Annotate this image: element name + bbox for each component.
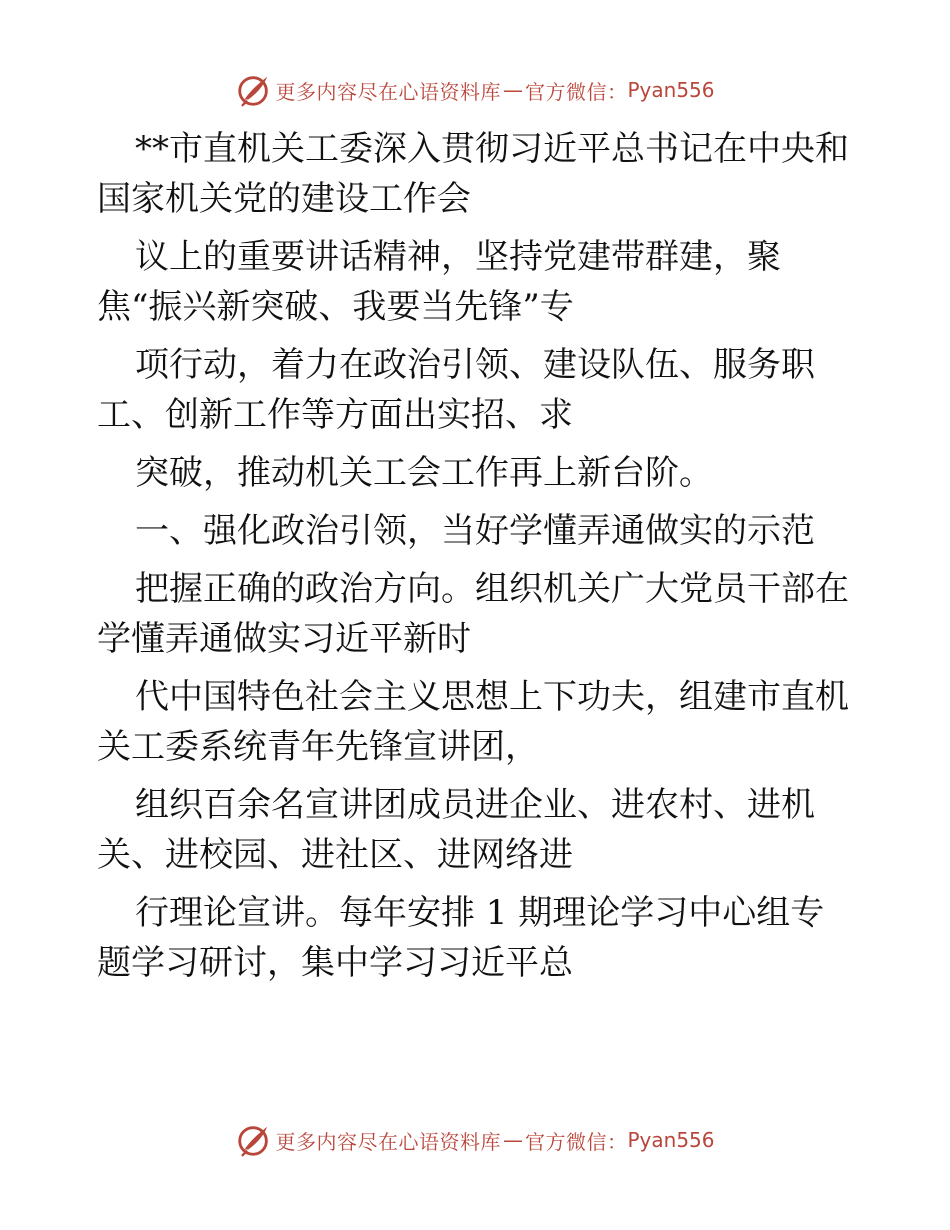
text-line: **市直机关工委深入贯彻习近平总书记在中央和 bbox=[135, 129, 849, 169]
watermark-wechat-label: 官方微信： bbox=[524, 1129, 628, 1154]
text-line: 关、进校园、进社区、进网络进 bbox=[97, 835, 573, 875]
watermark-wechat-label: 官方微信： bbox=[524, 79, 628, 104]
text-line: 焦“振兴新突破、我要当先锋”专 bbox=[97, 287, 574, 327]
watermark-wechat-id: Pyan556 bbox=[627, 78, 715, 102]
text-line: 工、创新工作等方面出实招、求 bbox=[97, 395, 573, 435]
text-line: 国家机关党的建设工作会 bbox=[97, 179, 471, 219]
text-line: 突破，推动机关工会工作再上新台阶。 bbox=[135, 453, 713, 493]
text-line: 代中国特色社会主义思想上下功夫，组建市直机 bbox=[135, 677, 849, 717]
quill-logo-icon bbox=[235, 71, 273, 109]
text-line: 把握正确的政治方向。组织机关广大党员干部在 bbox=[135, 569, 849, 609]
watermark-separator: — bbox=[502, 78, 523, 102]
header-watermark bbox=[0, 70, 950, 110]
text-line: 学懂弄通做实习近平新时 bbox=[97, 619, 471, 659]
footer-watermark bbox=[0, 1120, 950, 1160]
watermark-wechat-id: Pyan556 bbox=[627, 1128, 715, 1152]
text-line: 题学习研讨，集中学习习近平总 bbox=[97, 943, 573, 983]
text-line: 项行动，着力在政治引领、建设队伍、服务职 bbox=[135, 345, 815, 385]
section-heading: 一、强化政治引领，当好学懂弄通做实的示范 bbox=[135, 511, 815, 551]
text-line: 议上的重要讲话精神，坚持党建带群建，聚 bbox=[135, 237, 781, 277]
text-line: 关工委系统青年先锋宣讲团， bbox=[97, 727, 539, 767]
document-body bbox=[97, 124, 867, 988]
watermark-separator: — bbox=[502, 1128, 523, 1152]
quill-logo-icon bbox=[235, 1121, 273, 1159]
text-line: 行理论宣讲。每年安排 1 期理论学习中心组专 bbox=[135, 893, 825, 933]
watermark-site-text: 更多内容尽在心语资料库 bbox=[275, 79, 501, 104]
text-line: 组织百余名宣讲团成员进企业、进农村、进机 bbox=[135, 785, 815, 825]
watermark-site-text: 更多内容尽在心语资料库 bbox=[275, 1129, 501, 1154]
